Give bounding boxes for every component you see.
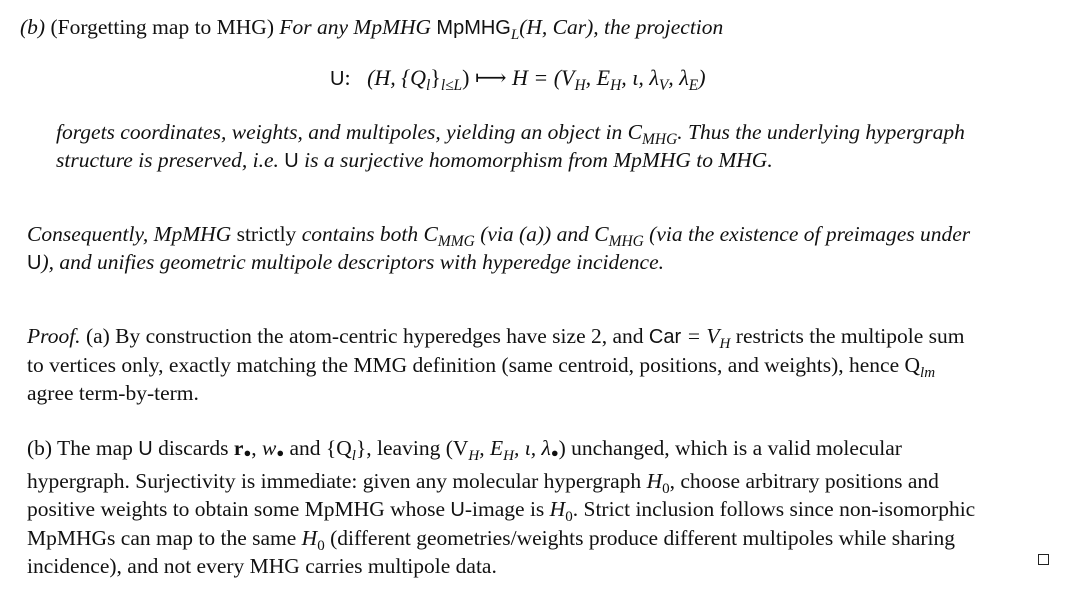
para-b-line-1-rest: . Thus the underlying hypergraph bbox=[677, 120, 965, 144]
proof-b-leaving: }, leaving (V bbox=[355, 436, 469, 460]
part-label: (b) bbox=[20, 15, 46, 39]
vh-subscript: H bbox=[719, 336, 731, 353]
proof-b-lambda: , ι, λ bbox=[514, 436, 551, 460]
w-symbol: w bbox=[262, 436, 277, 460]
qed-square-icon bbox=[1038, 554, 1049, 565]
map-symbol-u: U bbox=[138, 438, 153, 460]
car-symbol: Car bbox=[648, 326, 682, 348]
part-b-explanation bbox=[56, 118, 1052, 175]
display-equation: U: (H, $\{Q_l\}_{l\le L}$) ⟼ $H = (V_H$, $E_H$, ι, $\lambda_V$, $\lambda_E$) bbox=[330, 65, 706, 95]
proof-b-line-4a: MpMHGs can map to the same H bbox=[27, 526, 318, 550]
proof-a-line-2: to vertices only, exactly matching the MMG definition (same centroid, positions, and weights), hence Q bbox=[27, 353, 921, 377]
cons-line-2: ), and unifies geometric multipole descriptors with hyperedge incidence. bbox=[41, 250, 665, 274]
proof-b-line-3b: -image is H bbox=[464, 497, 566, 521]
cons-line-1e: (via the existence of preimages under bbox=[643, 222, 971, 246]
equation-rhs: $H = (V_H$, $E_H$, ι, $\lambda_V$, $\lambda_E$) bbox=[512, 65, 706, 95]
cons-strictly: strictly bbox=[231, 222, 302, 246]
para-b-line-2b: is a surjective homomorphism from MpMHG to MHG. bbox=[298, 148, 773, 172]
proof-b-line-3a: positive weights to obtain some MpMHG whose bbox=[27, 497, 451, 521]
para-b-line-2a: structure is preserved, i.e. bbox=[56, 148, 285, 172]
proof-b-discards: discards bbox=[152, 436, 234, 460]
cmmg-subscript: MMG bbox=[437, 233, 475, 251]
map-symbol-u: U bbox=[27, 252, 42, 274]
proof-label: Proof. bbox=[27, 324, 81, 348]
proof-a-line-1a: (a) By construction the atom-centric hyperedges have size 2, and bbox=[80, 324, 649, 348]
h0-subscript: 0 bbox=[565, 509, 573, 526]
map-symbol-u: U bbox=[284, 150, 299, 172]
map-symbol-u: U bbox=[330, 68, 345, 90]
proof-b-line-3c: . Strict inclusion follows since non-isomorphic bbox=[572, 497, 976, 521]
cmhg-subscript: MHG bbox=[642, 131, 678, 149]
qlm-subscript: lm bbox=[920, 365, 936, 382]
h0-subscript: 0 bbox=[317, 538, 325, 555]
consequently-paragraph bbox=[27, 220, 1052, 277]
proof-b-eh: , E bbox=[479, 436, 504, 460]
proof-a-vh: = V bbox=[681, 324, 720, 348]
proof-part-b: (b) The map U discards r●, w● and $\{Q_l\}$, leaving ($V_H$, $E_H$, ι, λ●) unchanged, which is a valid molecular hypergraph. Surjectivity is immediate: given any molecular hypergraph $H_0$, choose arbitrary positions and positive weights to obtain some MpMHG whose U-image is $H_0$. Strict inclusion follows since non-isomorphic MpMHGs can map to the same $H_0$ (different geometries/weights produce different multipoles while sharing incidence), and not every MHG carries multipole data. bbox=[27, 436, 976, 578]
ql-subscript: l bbox=[351, 448, 356, 465]
proof-b-line-4b: (different geometries/weights produce different multipoles while sharing bbox=[324, 526, 956, 550]
proof-b-ql: and {Q bbox=[284, 436, 352, 460]
para-b-line-1: forgets coordinates, weights, and multipoles, yielding an object in C bbox=[56, 120, 643, 144]
mpmhg-symbol: MpMHG bbox=[436, 17, 511, 39]
r-bold: r bbox=[233, 436, 244, 460]
map-symbol-u: U bbox=[450, 499, 465, 521]
equation-arrow: ) ⟼ bbox=[462, 65, 512, 90]
cons-line-1a: Consequently, MpMHG bbox=[27, 222, 232, 246]
proof-b-line-1-end: ) unchanged, which is a valid molecular bbox=[558, 436, 902, 460]
proof-b-line-2: hypergraph. Surjectivity is immediate: given any molecular hypergraph H bbox=[27, 469, 663, 493]
mpmhg-args: (H, Car), the projection bbox=[519, 15, 724, 39]
equation-lhs: (H, {Q bbox=[367, 65, 426, 90]
proof-a-line-3: agree term-by-term. bbox=[27, 381, 199, 405]
mpmhg-subscript: L bbox=[510, 27, 520, 44]
part-lead: For any MpMHG bbox=[279, 15, 432, 39]
cons-line-1c: contains both C bbox=[301, 222, 438, 246]
proof-b-line-5: incidence), and not every MHG carries multipole data. bbox=[27, 554, 497, 578]
proof-a-line-1c: restricts the multipole sum bbox=[730, 324, 965, 348]
part-b-statement bbox=[20, 13, 1060, 42]
cmhg-subscript: MHG bbox=[608, 233, 644, 251]
part-heading: (Forgetting map to MHG) bbox=[50, 15, 274, 39]
proof-part-a bbox=[27, 322, 1052, 407]
cons-line-1d: (via (a)) and C bbox=[474, 222, 609, 246]
h0-subscript: 0 bbox=[662, 481, 670, 498]
proof-b-line-1a: (b) The map bbox=[27, 436, 139, 460]
proof-b-line-2-rest: , choose arbitrary positions and bbox=[669, 469, 939, 493]
